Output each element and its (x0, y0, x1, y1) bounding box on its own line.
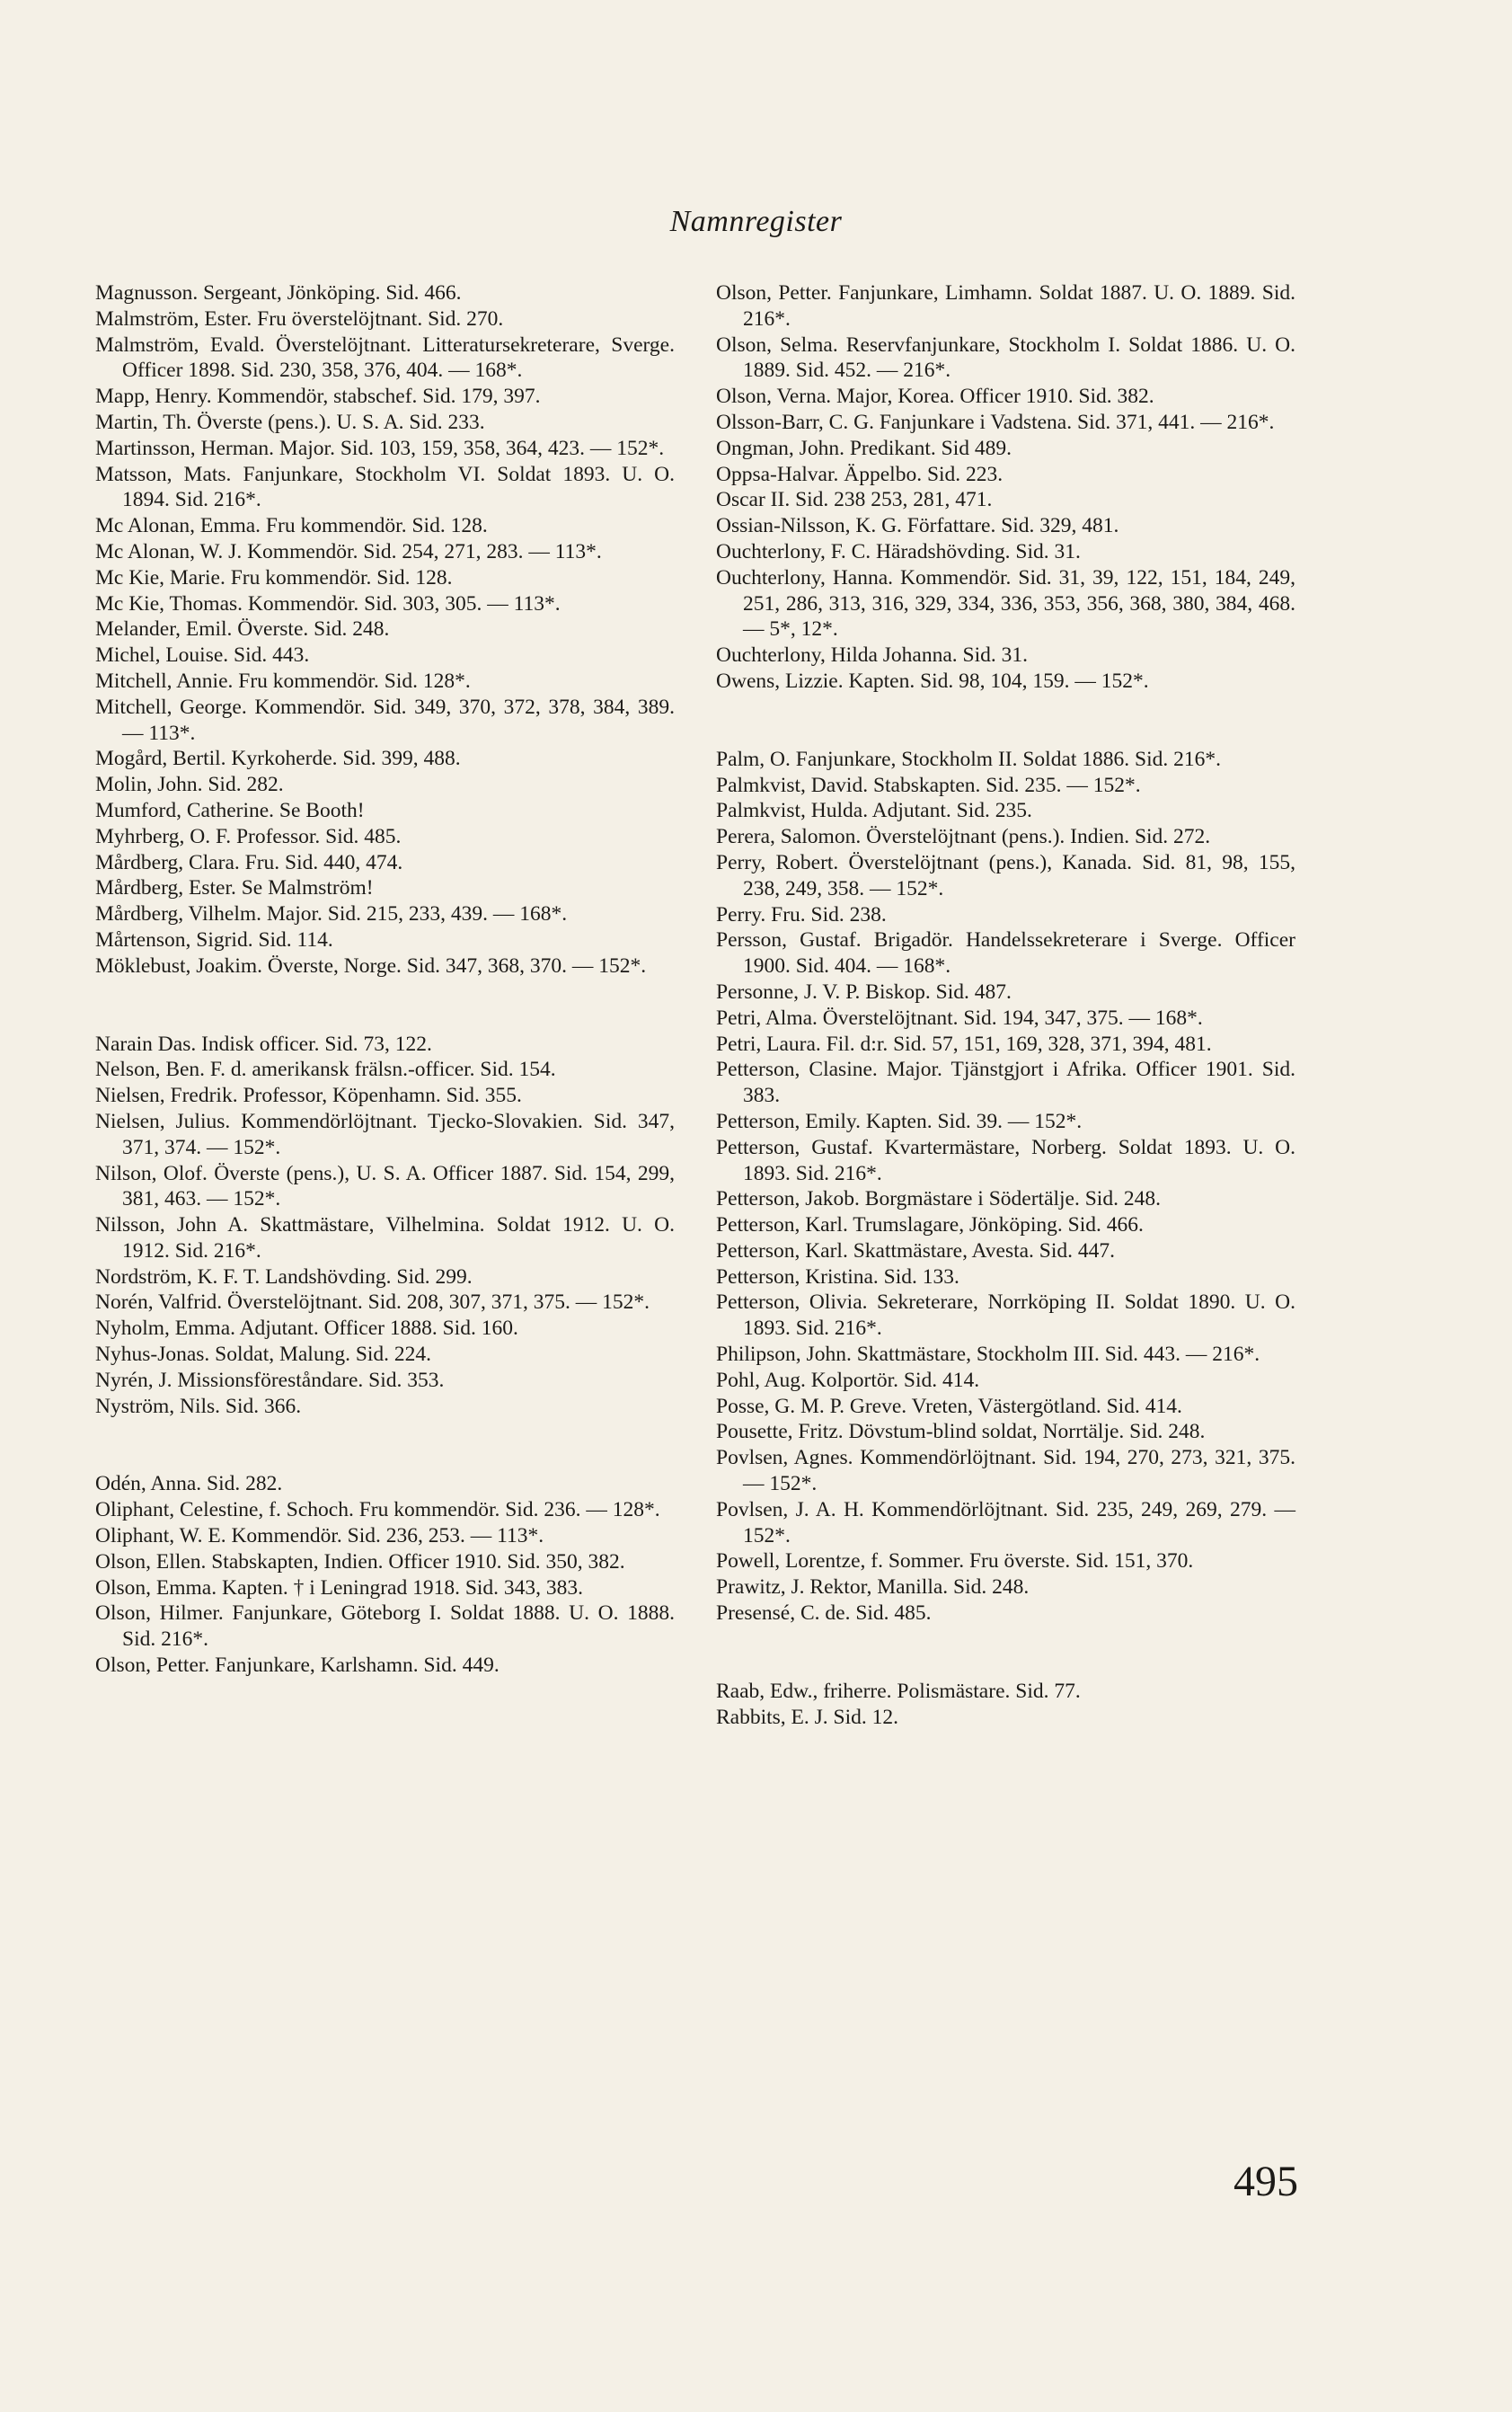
index-entry: Petterson, Karl. Trumslagare, Jönköping. Sid. 466. (716, 1213, 1144, 1237)
index-entry: Nielsen, Julius. Kommendörlöjtnant. Tjecko-Slovakien. Sid. 347, 371, 374. — 152*. (95, 1109, 675, 1159)
index-entry: Nyström, Nils. Sid. 366. (95, 1394, 302, 1418)
index-entry: Olson, Petter. Fanjunkare, Limhamn. Soldat 1887. U. O. 1889. Sid. 216*. (716, 281, 1295, 331)
index-entry: Malmström, Evald. Överstelöjtnant. Litteratursekreterare, Sverge. Officer 1898. Sid. 230, 358, 376, 404. — 168*. (95, 333, 675, 383)
index-entry: Mapp, Henry. Kommendör, stabschef. Sid. 179, 397. (95, 385, 541, 409)
index-entry: Molin, John. Sid. 282. (95, 773, 284, 797)
index-entry: Mårdberg, Clara. Fru. Sid. 440, 474. (95, 850, 403, 874)
index-entry: Olson, Verna. Major, Korea. Officer 1910. Sid. 382. (716, 385, 1154, 409)
index-entry: Olson, Emma. Kapten. † i Leningrad 1918. Sid. 343, 383. (95, 1575, 584, 1600)
index-entry: Ossian-Nilsson, K. G. Författare. Sid. 329, 481. (716, 514, 1119, 538)
index-entry: Nilson, Olof. Överste (pens.), U. S. A. Officer 1887. Sid. 154, 299, 381, 463. — 152*. (95, 1161, 675, 1211)
index-entry: Owens, Lizzie. Kapten. Sid. 98, 104, 159. — 152*. (716, 669, 1149, 693)
index-entry: Mc Kie, Thomas. Kommendör. Sid. 303, 305. — 113*. (95, 591, 561, 616)
index-entry: Olsson-Barr, C. G. Fanjunkare i Vadstena. Sid. 371, 441. — 216*. (716, 410, 1275, 434)
index-entry: Petri, Alma. Överstelöjtnant. Sid. 194, 347, 375. — 168*. (716, 1006, 1203, 1030)
index-entry: Ongman, John. Predikant. Sid 489. (716, 436, 1012, 460)
index-entry: Palmkvist, David. Stabskapten. Sid. 235. — 152*. (716, 773, 1141, 797)
index-entry: Personne, J. V. P. Biskop. Sid. 487. (716, 980, 1012, 1004)
index-entry: Petterson, Olivia. Sekreterare, Norrköping II. Soldat 1890. U. O. 1893. Sid. 216*. (716, 1290, 1295, 1341)
index-entry: Mitchell, George. Kommendör. Sid. 349, 370, 372, 378, 384, 389. — 113*. (95, 695, 675, 745)
index-entry: Petterson, Jakob. Borgmästare i Södertälje. Sid. 248. (716, 1187, 1161, 1211)
index-entry: Ouchterlony, F. C. Häradshövding. Sid. 31. (716, 539, 1081, 563)
index-entry: Petterson, Gustaf. Kvartermästare, Norberg. Soldat 1893. U. O. 1893. Sid. 216*. (716, 1135, 1295, 1185)
index-entry: Povlsen, J. A. H. Kommendörlöjtnant. Sid. 235, 249, 269, 279. — 152*. (716, 1497, 1295, 1547)
index-entry: Presensé, C. de. Sid. 485. (716, 1601, 932, 1626)
index-entry: Petterson, Clasine. Major. Tjänstgjort i Afrika. Officer 1901. Sid. 383. (716, 1058, 1295, 1108)
index-entry: Petri, Laura. Fil. d:r. Sid. 57, 151, 169, 328, 371, 394, 481. (716, 1032, 1212, 1056)
index-entry: Möklebust, Joakim. Överste, Norge. Sid. 347, 368, 370. — 152*. (95, 953, 647, 978)
page-header: Namnregister (669, 205, 843, 238)
index-entry: Nielsen, Fredrik. Professor, Köpenhamn. Sid. 355. (95, 1084, 522, 1108)
index-entry: Mc Alonan, Emma. Fru kommendör. Sid. 128. (95, 514, 488, 538)
index-entry: Nyholm, Emma. Adjutant. Officer 1888. Sid. 160. (95, 1317, 518, 1341)
index-entry: Petterson, Emily. Kapten. Sid. 39. — 152*. (716, 1109, 1083, 1133)
index-entry: Nordström, K. F. T. Landshövding. Sid. 299. (95, 1264, 473, 1289)
index-entry: Perera, Salomon. Överstelöjtnant (pens.). Indien. Sid. 272. (716, 825, 1211, 849)
index-entry: Ouchterlony, Hilda Johanna. Sid. 31. (716, 643, 1029, 668)
index-entry: Matsson, Mats. Fanjunkare, Stockholm VI. Soldat 1893. U. O. 1894. Sid. 216*. (95, 462, 675, 512)
index-entry: Petterson, Karl. Skattmästare, Avesta. Sid. 447. (716, 1238, 1116, 1263)
index-entry: Olson, Ellen. Stabskapten, Indien. Officer 1910. Sid. 350, 382. (95, 1549, 625, 1574)
index-entry: Perry. Fru. Sid. 238. (716, 902, 887, 927)
index-entry: Oppsa-Halvar. Äppelbo. Sid. 223. (716, 462, 1004, 486)
index-entry: Pousette, Fritz. Dövstum-blind soldat, Norrtälje. Sid. 248. (716, 1420, 1206, 1444)
index-entry: Prawitz, J. Rektor, Manilla. Sid. 248. (716, 1575, 1030, 1600)
index-entry: Odén, Anna. Sid. 282. (95, 1472, 283, 1496)
index-entry: Olson, Hilmer. Fanjunkare, Göteborg I. Soldat 1888. U. O. 1888. Sid. 216*. (95, 1601, 675, 1652)
index-entry: Martinsson, Herman. Major. Sid. 103, 159, 358, 364, 423. — 152*. (95, 436, 665, 460)
left-column (95, 280, 675, 1679)
index-entry: Melander, Emil. Överste. Sid. 248. (95, 617, 390, 642)
index-entry: Martin, Th. Överste (pens.). U. S. A. Sid. 233. (95, 410, 485, 434)
right-column (716, 280, 1295, 1730)
index-entry: Magnusson. Sergeant, Jönköping. Sid. 466. (95, 281, 462, 305)
index-entry: Mårdberg, Vilhelm. Major. Sid. 215, 233, 439. — 168*. (95, 902, 568, 927)
index-entry: Raab, Edw., friherre. Polismästare. Sid. 77. (716, 1679, 1081, 1703)
index-entry: Mc Kie, Marie. Fru kommendör. Sid. 128. (95, 565, 453, 590)
index-entry: Norén, Valfrid. Överstelöjtnant. Sid. 208, 307, 371, 375. — 152*. (95, 1290, 650, 1315)
index-entry: Mårtenson, Sigrid. Sid. 114. (95, 927, 333, 952)
page-number: 495 (1233, 2158, 1298, 2205)
index-entry: Pohl, Aug. Kolportör. Sid. 414. (716, 1368, 980, 1392)
index-entry: Mc Alonan, W. J. Kommendör. Sid. 254, 271, 283. — 113*. (95, 539, 602, 563)
index-entry: Mitchell, Annie. Fru kommendör. Sid. 128*. (95, 669, 471, 693)
index-entry: Olson, Selma. Reservfanjunkare, Stockholm I. Soldat 1886. U. O. 1889. Sid. 452. — 216*. (716, 333, 1295, 383)
index-entry: Michel, Louise. Sid. 443. (95, 643, 310, 668)
index-entry: Oscar II. Sid. 238 253, 281, 471. (716, 488, 993, 512)
index-entry: Mårdberg, Ester. Se Malmström! (95, 876, 374, 900)
index-entry: Posse, G. M. P. Greve. Vreten, Västergötland. Sid. 414. (716, 1394, 1182, 1418)
index-entry: Mumford, Catherine. Se Booth! (95, 798, 365, 822)
index-entry: Palm, O. Fanjunkare, Stockholm II. Soldat 1886. Sid. 216*. (716, 747, 1222, 771)
index-entry: Nyhus-Jonas. Soldat, Malung. Sid. 224. (95, 1343, 432, 1367)
index-entry: Malmström, Ester. Fru överstelöjtnant. Sid. 270. (95, 306, 504, 331)
index-entry: Nyrén, J. Missionsföreståndare. Sid. 353. (95, 1368, 445, 1392)
index-entry: Nelson, Ben. F. d. amerikansk frälsn.-officer. Sid. 154. (95, 1058, 556, 1082)
index-entry: Myhrberg, O. F. Professor. Sid. 485. (95, 824, 402, 848)
index-entry: Nilsson, John A. Skattmästare, Vilhelmina. Soldat 1912. U. O. 1912. Sid. 216*. (95, 1213, 675, 1263)
index-entry: Olson, Petter. Fanjunkare, Karlshamn. Sid. 449. (95, 1654, 500, 1678)
index-entry: Powell, Lorentze, f. Sommer. Fru överste. Sid. 151, 370. (716, 1549, 1194, 1574)
index-entry: Narain Das. Indisk officer. Sid. 73, 122. (95, 1032, 432, 1056)
index-entry: Persson, Gustaf. Brigadör. Handelssekreterare i Sverge. Officer 1900. Sid. 404. — 168*. (716, 928, 1295, 979)
index-entry: Perry, Robert. Överstelöjtnant (pens.), Kanada. Sid. 81, 98, 155, 238, 249, 358. — 152*. (716, 850, 1295, 900)
index-entry: Povlsen, Agnes. Kommendörlöjtnant. Sid. 194, 270, 273, 321, 375. — 152*. (716, 1446, 1295, 1496)
index-entry: Oliphant, Celestine, f. Schoch. Fru kommendör. Sid. 236. — 128*. (95, 1498, 660, 1522)
index-entry: Philipson, John. Skattmästare, Stockholm III. Sid. 443. — 216*. (716, 1343, 1260, 1367)
index-entry: Ouchterlony, Hanna. Kommendör. Sid. 31, 39, 122, 151, 184, 249, 251, 286, 313, 316, 329, 334, 336, 353, 356, 368, 380, 384, 468. — 5*, 12*. (716, 565, 1295, 642)
index-entry: Mogård, Bertil. Kyrkoherde. Sid. 399, 488. (95, 747, 461, 771)
index-entry: Palmkvist, Hulda. Adjutant. Sid. 235. (716, 799, 1032, 823)
index-entry: Oliphant, W. E. Kommendör. Sid. 236, 253. — 113*. (95, 1524, 544, 1548)
index-entry: Rabbits, E. J. Sid. 12. (716, 1705, 899, 1729)
index-entry: Petterson, Kristina. Sid. 133. (716, 1264, 959, 1289)
